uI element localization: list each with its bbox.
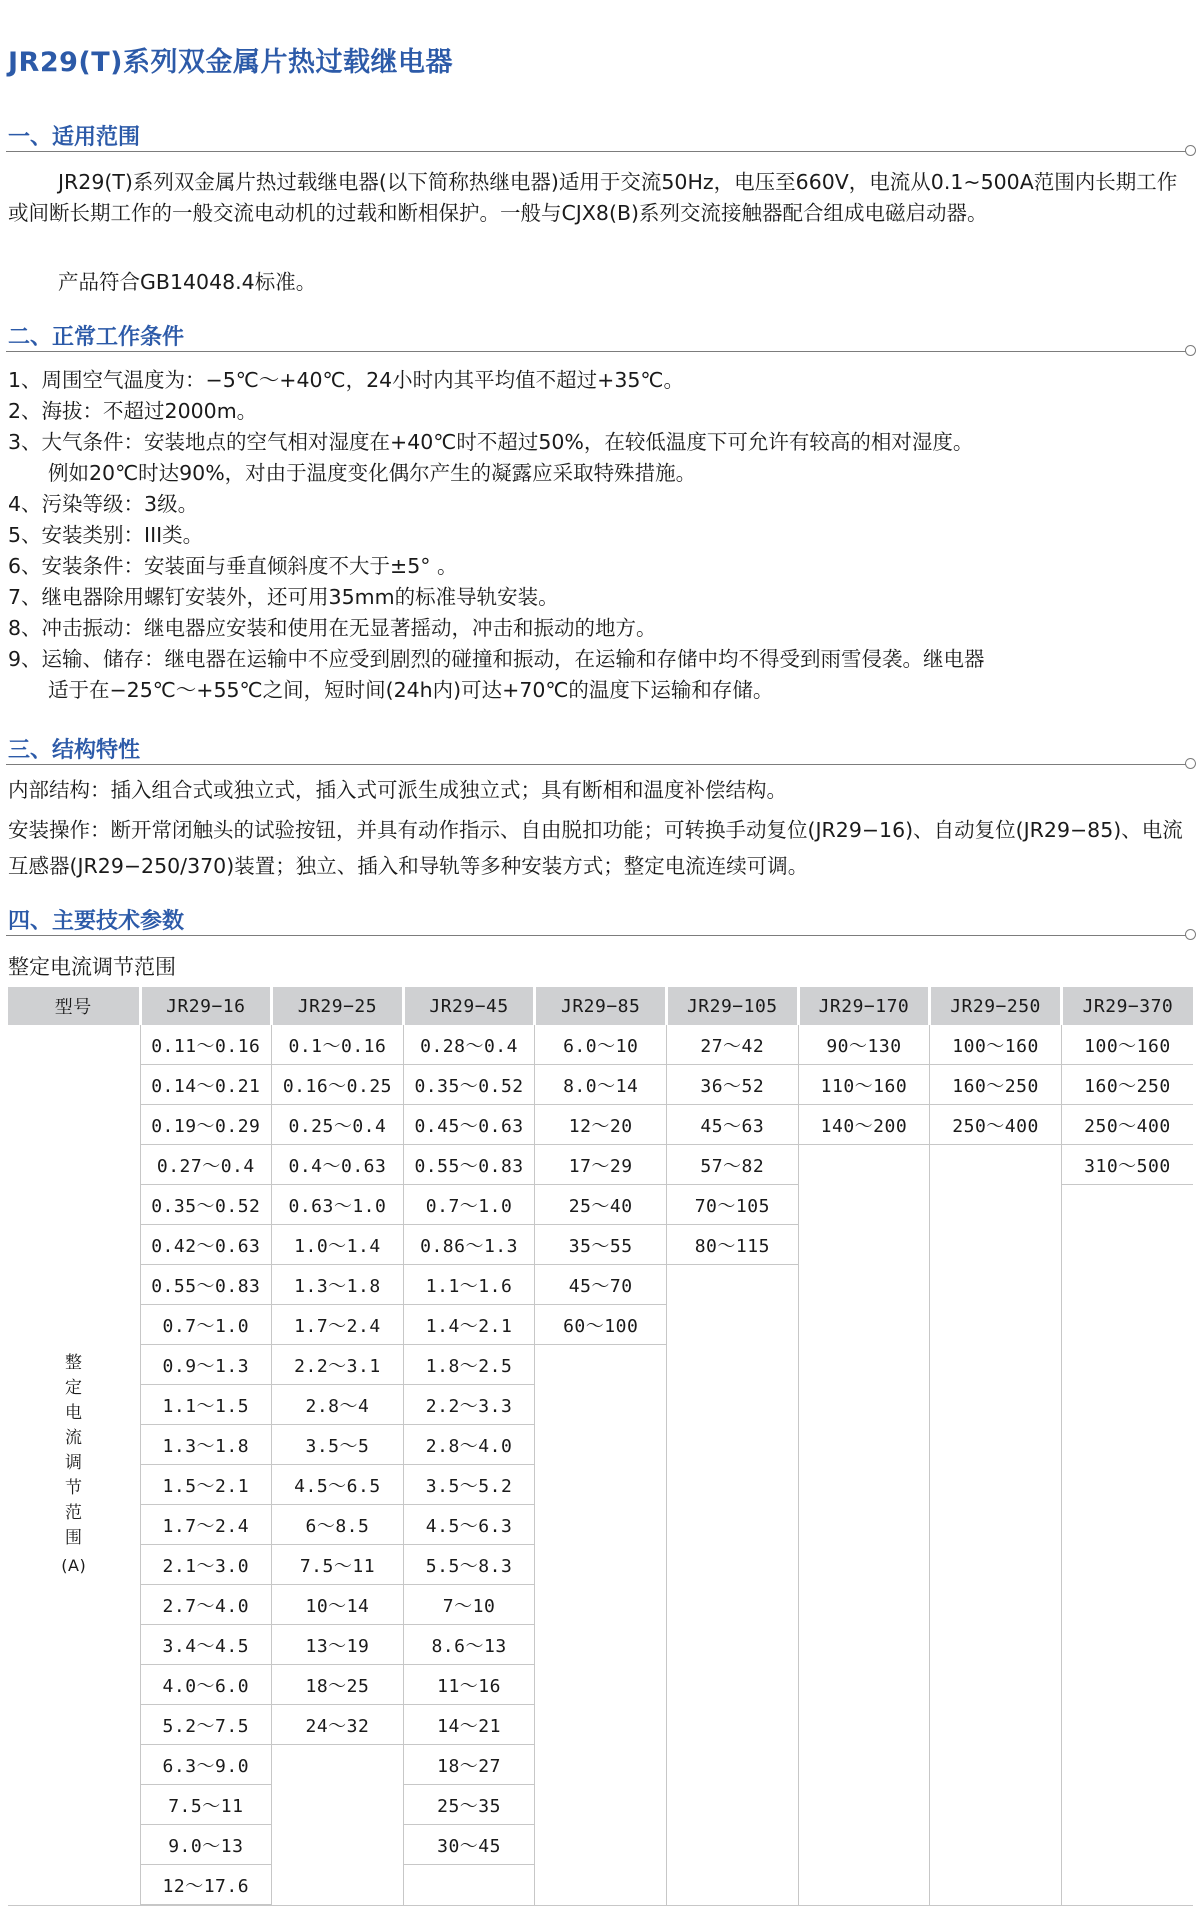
table-cell	[1061, 1825, 1193, 1865]
list-item: 9、运输、储存：继电器在运输中不应受到剧烈的碰撞和振动，在运输和存储中均不得受到雨雪侵袭。继电器	[8, 647, 985, 671]
table-row	[8, 1865, 1193, 1905]
table-cell	[798, 1585, 930, 1625]
section-4-header	[0, 904, 1200, 936]
vertical-label: 整 定 电 流 调 节 范 围	[65, 1353, 83, 1549]
table-cell: 27～42	[667, 1025, 799, 1065]
table-cell: 250～400	[930, 1105, 1062, 1145]
unit-label: (A)	[61, 1556, 87, 1576]
table-cell: 0.4～0.63	[272, 1145, 404, 1185]
table-cell	[667, 1305, 799, 1345]
table-cell	[1061, 1745, 1193, 1785]
table-cell: 2.1～3.0	[140, 1545, 272, 1585]
table-cell: 70～105	[667, 1185, 799, 1225]
table-cell	[1061, 1785, 1193, 1825]
table-cell: 6.3～9.0	[140, 1745, 272, 1785]
table-cell	[535, 1585, 667, 1625]
table-cell	[930, 1185, 1062, 1225]
table-cell: 160～250	[1061, 1065, 1193, 1105]
table-row	[8, 1825, 1193, 1865]
table-cell	[1061, 1385, 1193, 1425]
table-cell: 11～16	[403, 1665, 535, 1705]
table-cell	[798, 1545, 930, 1585]
table-cell: 18～27	[403, 1745, 535, 1785]
table-row	[8, 1225, 1193, 1265]
table-cell	[667, 1785, 799, 1825]
table-cell	[930, 1785, 1062, 1825]
table-cell	[798, 1505, 930, 1545]
table-cell: 2.8～4	[272, 1385, 404, 1425]
current-range-table	[8, 987, 1193, 1905]
table-cell	[535, 1505, 667, 1545]
working-conditions-list	[8, 365, 1198, 706]
table-cell: 8.6～13	[403, 1625, 535, 1665]
table-cell	[1061, 1865, 1193, 1905]
table-cell: 0.1～0.16	[272, 1025, 404, 1065]
table-cell	[667, 1465, 799, 1505]
table-cell: 7.5～11	[140, 1785, 272, 1825]
table-cell	[1061, 1185, 1193, 1225]
table-row	[8, 1625, 1193, 1665]
table-row	[8, 1545, 1193, 1585]
table-cell	[272, 1785, 404, 1825]
column-header: JR29−25	[272, 987, 404, 1025]
section-divider	[6, 764, 1186, 765]
table-cell	[930, 1625, 1062, 1665]
table-cell	[798, 1825, 930, 1865]
section-2-header	[0, 320, 1200, 352]
list-item: 8、冲击振动：继电器应安装和使用在无显著摇动，冲击和振动的地方。	[8, 616, 657, 640]
table-row	[8, 1745, 1193, 1785]
table-row	[8, 1065, 1193, 1105]
row-group-label	[8, 1025, 140, 1905]
column-header: JR29−105	[667, 987, 799, 1025]
table-cell	[667, 1545, 799, 1585]
table-cell	[667, 1585, 799, 1625]
table-cell: 0.14～0.21	[140, 1065, 272, 1105]
column-header: JR29−370	[1061, 987, 1193, 1025]
table-cell	[798, 1465, 930, 1505]
table-cell	[535, 1465, 667, 1505]
table-cell: 24～32	[272, 1705, 404, 1745]
table-cell: 1.5～2.1	[140, 1465, 272, 1505]
table-row	[8, 1785, 1193, 1825]
table-cell: 100～160	[930, 1025, 1062, 1065]
table-row	[8, 1665, 1193, 1705]
table-cell: 5.2～7.5	[140, 1705, 272, 1745]
table-cell	[403, 1865, 535, 1905]
table-row	[8, 1265, 1193, 1305]
table-cell	[930, 1505, 1062, 1545]
table-cell: 14～21	[403, 1705, 535, 1745]
table-cell: 80～115	[667, 1225, 799, 1265]
section-divider	[6, 351, 1186, 352]
table-cell: 60～100	[535, 1305, 667, 1345]
table-bottom-rule	[8, 1905, 1193, 1906]
table-cell	[798, 1385, 930, 1425]
table-cell	[1061, 1425, 1193, 1465]
section-1-heading: 一、适用范围	[8, 125, 141, 150]
table-cell: 0.9～1.3	[140, 1345, 272, 1385]
list-item: 1、周围空气温度为：−5℃～+40℃，24小时内其平均值不超过+35℃。	[8, 368, 684, 392]
table-cell: 0.35～0.52	[140, 1185, 272, 1225]
table-row	[8, 1585, 1193, 1625]
table-cell: 0.42～0.63	[140, 1225, 272, 1265]
table-row	[8, 1185, 1193, 1225]
table-cell: 2.8～4.0	[403, 1425, 535, 1465]
table-cell	[667, 1705, 799, 1745]
table-cell: 9.0～13	[140, 1825, 272, 1865]
table-cell: 35～55	[535, 1225, 667, 1265]
table-cell: 0.27～0.4	[140, 1145, 272, 1185]
table-cell	[667, 1265, 799, 1305]
table-cell	[798, 1265, 930, 1305]
table-cell: 1.3～1.8	[272, 1265, 404, 1305]
table-cell: 8.0～14	[535, 1065, 667, 1105]
table-cell	[667, 1425, 799, 1465]
table-cell	[930, 1865, 1062, 1905]
document-title: JR29(T)系列双金属片热过载继电器	[8, 47, 454, 78]
list-item: 3、大气条件：安装地点的空气相对湿度在+40℃时不超过50%，在较低温度下可允许有较高的相对湿度。	[8, 430, 974, 454]
table-cell: 0.55～0.83	[403, 1145, 535, 1185]
table-cell: 0.11～0.16	[140, 1025, 272, 1065]
divider-end-circle-icon	[1185, 345, 1196, 356]
table-cell: 0.19～0.29	[140, 1105, 272, 1145]
section-divider	[6, 935, 1186, 936]
table-caption: 整定电流调节范围	[8, 955, 176, 979]
table-cell: 1.3～1.8	[140, 1425, 272, 1465]
table-cell	[930, 1265, 1062, 1305]
section-3-paragraph-2: 安装操作：断开常闭触头的试验按钮，并具有动作指示、自由脱扣功能；可转换手动复位(JR29−16)、自动复位(JR29−85)、电流互感器(JR29−250/370)装置；独立、插入和导轨等多种安装方式；整定电流连续可调。	[8, 818, 1183, 878]
table-cell	[667, 1505, 799, 1545]
table-cell: 2.2～3.1	[272, 1345, 404, 1385]
table-cell: 6.0～10	[535, 1025, 667, 1065]
table-cell	[1061, 1545, 1193, 1585]
table-cell	[1061, 1585, 1193, 1625]
table-cell: 1.1～1.5	[140, 1385, 272, 1425]
section-4-heading: 四、主要技术参数	[8, 909, 185, 934]
table-cell: 3.5～5.2	[403, 1465, 535, 1505]
table-cell	[930, 1825, 1062, 1865]
table-cell	[798, 1625, 930, 1665]
section-divider	[6, 151, 1186, 152]
table-cell: 310～500	[1061, 1145, 1193, 1185]
table-cell: 4.5～6.5	[272, 1465, 404, 1505]
table-cell	[930, 1425, 1062, 1465]
table-cell: 2.2～3.3	[403, 1385, 535, 1425]
table-cell	[798, 1225, 930, 1265]
table-row	[8, 1105, 1193, 1145]
table-cell: 0.86～1.3	[403, 1225, 535, 1265]
table-cell	[1061, 1265, 1193, 1305]
table-cell	[798, 1185, 930, 1225]
table-cell	[798, 1145, 930, 1185]
table-cell: 4.0～6.0	[140, 1665, 272, 1705]
table-cell	[535, 1825, 667, 1865]
table-cell: 3.5～5	[272, 1425, 404, 1465]
table-cell	[1061, 1705, 1193, 1745]
table-cell	[798, 1785, 930, 1825]
table-row	[8, 1465, 1193, 1505]
section-3-heading: 三、结构特性	[8, 738, 141, 763]
table-cell	[798, 1425, 930, 1465]
table-cell: 140～200	[798, 1105, 930, 1145]
table-cell	[667, 1665, 799, 1705]
table-header-row	[8, 987, 1193, 1025]
table-cell: 1.8～2.5	[403, 1345, 535, 1385]
column-header: JR29−170	[798, 987, 930, 1025]
table-cell: 0.28～0.4	[403, 1025, 535, 1065]
table-cell: 1.0～1.4	[272, 1225, 404, 1265]
table-cell	[1061, 1225, 1193, 1265]
table-cell	[272, 1825, 404, 1865]
table-cell: 1.7～2.4	[272, 1305, 404, 1345]
table-cell	[798, 1865, 930, 1905]
section-1-paragraph-2: 产品符合GB14048.4标准。	[58, 270, 317, 294]
divider-end-circle-icon	[1185, 758, 1196, 769]
column-header: JR29−45	[403, 987, 535, 1025]
table-cell: 6～8.5	[272, 1505, 404, 1545]
section-2-heading: 二、正常工作条件	[8, 325, 185, 350]
table-cell	[667, 1345, 799, 1385]
table-cell: 7～10	[403, 1585, 535, 1625]
table-cell: 160～250	[930, 1065, 1062, 1105]
table-cell: 25～40	[535, 1185, 667, 1225]
table-cell: 12～17.6	[140, 1865, 272, 1905]
divider-end-circle-icon	[1185, 929, 1196, 940]
table-cell: 5.5～8.3	[403, 1545, 535, 1585]
table-cell: 100～160	[1061, 1025, 1193, 1065]
table-cell	[535, 1745, 667, 1785]
table-body	[8, 1025, 1193, 1905]
table-cell: 0.7～1.0	[140, 1305, 272, 1345]
column-header: 型号	[8, 987, 140, 1025]
table-cell: 2.7～4.0	[140, 1585, 272, 1625]
table-cell	[1061, 1665, 1193, 1705]
table-cell: 90～130	[798, 1025, 930, 1065]
list-item: 6、安装条件：安装面与垂直倾斜度不大于±5° 。	[8, 554, 458, 578]
column-header: JR29−85	[535, 987, 667, 1025]
table-cell: 25～35	[403, 1785, 535, 1825]
table-cell: 1.7～2.4	[140, 1505, 272, 1545]
table-cell	[535, 1345, 667, 1385]
table-row	[8, 1025, 1193, 1065]
table-cell	[930, 1585, 1062, 1625]
section-3-header	[0, 733, 1200, 765]
table-cell: 13～19	[272, 1625, 404, 1665]
table-cell	[1061, 1505, 1193, 1545]
table-cell: 0.25～0.4	[272, 1105, 404, 1145]
list-item: 7、继电器除用螺钉安装外，还可用35mm的标准导轨安装。	[8, 585, 559, 609]
table-cell	[798, 1305, 930, 1345]
list-item: 2、海拔：不超过2000m。	[8, 399, 258, 423]
column-header: JR29−250	[930, 987, 1062, 1025]
table-cell	[272, 1865, 404, 1905]
table-cell: 1.1～1.6	[403, 1265, 535, 1305]
table-cell	[535, 1785, 667, 1825]
table-cell	[535, 1865, 667, 1905]
list-item-continuation: 适于在−25℃～+55℃之间，短时间(24h内)可达+70℃的温度下运输和存储。	[48, 678, 774, 702]
table-cell	[1061, 1345, 1193, 1385]
table-cell	[930, 1545, 1062, 1585]
table-cell: 17～29	[535, 1145, 667, 1185]
table-cell: 45～63	[667, 1105, 799, 1145]
table-cell: 0.45～0.63	[403, 1105, 535, 1145]
table-cell	[930, 1145, 1062, 1185]
table-cell	[798, 1745, 930, 1785]
table-cell: 10～14	[272, 1585, 404, 1625]
table-cell	[535, 1625, 667, 1665]
table-cell	[930, 1705, 1062, 1745]
table-cell	[930, 1305, 1062, 1345]
table-cell: 36～52	[667, 1065, 799, 1105]
table-cell	[667, 1385, 799, 1425]
table-cell: 250～400	[1061, 1105, 1193, 1145]
table-cell	[667, 1745, 799, 1785]
table-cell: 3.4～4.5	[140, 1625, 272, 1665]
table-row	[8, 1705, 1193, 1745]
section-1-paragraph-1: JR29(T)系列双金属片热过载继电器(以下简称热继电器)适用于交流50Hz，电压至660V，电流从0.1~500A范围内长期工作或间断长期工作的一般交流电动机的过载和断相保护。一般与CJX8(B)系列交流接触器配合组成电磁启动器。	[8, 170, 1178, 225]
table-cell	[667, 1825, 799, 1865]
table-row	[8, 1345, 1193, 1385]
section-3-paragraph-1: 内部结构：插入组合式或独立式，插入式可派生成独立式；具有断相和温度补偿结构。	[8, 778, 787, 802]
table-row	[8, 1505, 1193, 1545]
table-cell: 18～25	[272, 1665, 404, 1705]
column-header: JR29−16	[140, 987, 272, 1025]
table-cell	[930, 1745, 1062, 1785]
table-cell: 7.5～11	[272, 1545, 404, 1585]
table-row	[8, 1305, 1193, 1345]
list-item: 5、安装类别：III类。	[8, 523, 204, 547]
table-cell	[930, 1385, 1062, 1425]
table-cell	[272, 1745, 404, 1785]
table-cell	[535, 1705, 667, 1745]
table-cell: 0.63～1.0	[272, 1185, 404, 1225]
table-cell	[798, 1705, 930, 1745]
table-cell: 0.35～0.52	[403, 1065, 535, 1105]
table-cell: 45～70	[535, 1265, 667, 1305]
table-cell: 12～20	[535, 1105, 667, 1145]
table-cell: 1.4～2.1	[403, 1305, 535, 1345]
table-row	[8, 1385, 1193, 1425]
table-cell: 0.7～1.0	[403, 1185, 535, 1225]
table-cell: 4.5～6.3	[403, 1505, 535, 1545]
table-cell: 0.55～0.83	[140, 1265, 272, 1305]
table-cell	[798, 1345, 930, 1385]
table-cell	[930, 1225, 1062, 1265]
table-cell	[1061, 1305, 1193, 1345]
table-cell	[930, 1345, 1062, 1385]
table-cell: 30～45	[403, 1825, 535, 1865]
table-cell: 57～82	[667, 1145, 799, 1185]
table-row	[8, 1145, 1193, 1185]
list-item-continuation: 例如20℃时达90%，对由于温度变化偶尔产生的凝露应采取特殊措施。	[48, 461, 697, 485]
table-cell	[535, 1385, 667, 1425]
table-cell	[798, 1665, 930, 1705]
table-cell	[930, 1465, 1062, 1505]
list-item: 4、污染等级：3级。	[8, 492, 199, 516]
table-cell	[1061, 1465, 1193, 1505]
table-cell	[667, 1625, 799, 1665]
table-cell	[535, 1665, 667, 1705]
divider-end-circle-icon	[1185, 145, 1196, 156]
table-cell	[535, 1545, 667, 1585]
table-cell: 0.16～0.25	[272, 1065, 404, 1105]
table-row	[8, 1425, 1193, 1465]
section-1-header	[0, 120, 1200, 152]
table-cell	[1061, 1625, 1193, 1665]
table-cell	[535, 1425, 667, 1465]
table-cell	[930, 1665, 1062, 1705]
table-cell	[667, 1865, 799, 1905]
table-cell: 110～160	[798, 1065, 930, 1105]
